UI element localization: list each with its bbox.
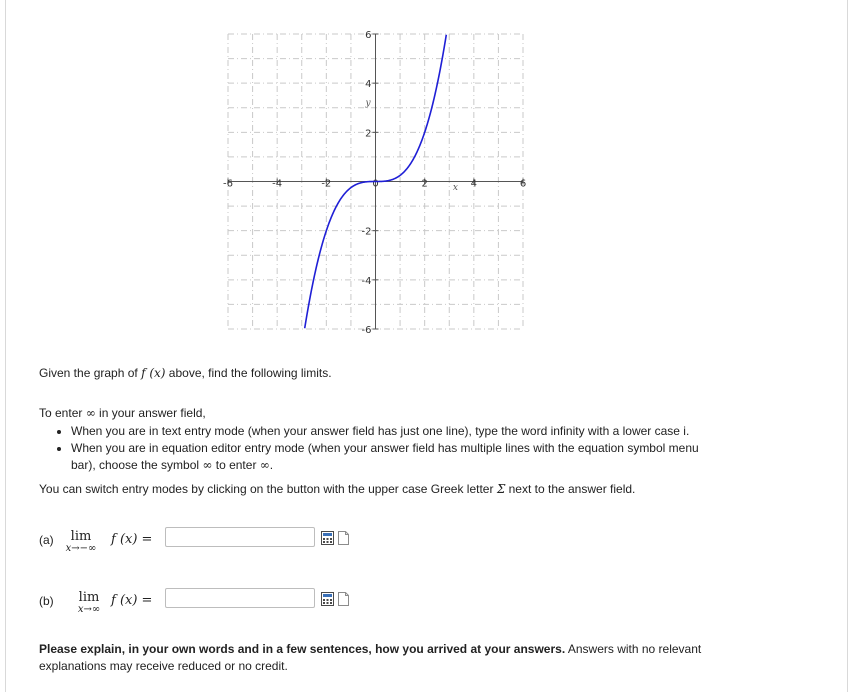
y-tick-label: -4 (361, 275, 372, 287)
entry-instructions (54, 423, 721, 474)
y-tick-label: 6 (365, 30, 372, 41)
function-graph (220, 26, 530, 336)
switch-mode-note: You can switch entry modes by clicking on the button with the upper case Greek letter Σ next to the answer field. (39, 482, 636, 496)
y-tick-label: 2 (365, 128, 372, 140)
answer-field-a[interactable] (165, 527, 315, 547)
answer-field-b[interactable] (165, 588, 315, 608)
equation-mode-instruction: • When you are in equation editor entry mode (when your answer field has multiple lines with the equation symbol menu bar), choose the symbol ∞ to enter ∞. (71, 440, 721, 474)
infinity-intro: To enter ∞ in your answer field, (39, 406, 206, 420)
document-icon[interactable] (337, 531, 350, 545)
text-mode-instruction: • When you are in text entry mode (when your answer field has just one line), type the word infinity with a lower case i. (71, 423, 721, 440)
x-tick-label: 4 (470, 178, 478, 190)
x-tick-label-origin: 0 (372, 178, 379, 190)
part-b-label: (b) (39, 594, 54, 608)
y-tick-label: 4 (365, 79, 372, 91)
x-tick-label: -4 (272, 178, 283, 190)
y-tick-label: -6 (361, 325, 372, 336)
equation-editor-icon[interactable] (321, 592, 334, 606)
part-a-expression: f (x) = (111, 532, 153, 547)
graph-prompt: Given the graph of f (x) above, find the following limits. (39, 366, 332, 380)
explanation-prompt: Please explain, in your own words and in a few sentences, how you arrived at your answers. Answers with no relevant explanations may receive reduced or no credit. (39, 642, 702, 673)
y-tick-label: -2 (361, 226, 372, 238)
y-axis-label: y (365, 98, 371, 109)
x-tick-label: -6 (223, 178, 233, 190)
x-tick-label: 6 (519, 178, 527, 190)
part-b-expression: f (x) = (111, 593, 153, 608)
part-a-label: (a) (39, 533, 54, 547)
equation-editor-icon[interactable] (321, 531, 334, 545)
x-axis-label: x (452, 183, 458, 194)
part-b-limit: lim x→∞ (77, 590, 101, 615)
document-icon[interactable] (337, 592, 350, 606)
x-tick-label: -2 (321, 178, 332, 190)
part-a-limit: lim x→−∞ (65, 529, 97, 554)
x-tick-label: 2 (421, 178, 428, 190)
